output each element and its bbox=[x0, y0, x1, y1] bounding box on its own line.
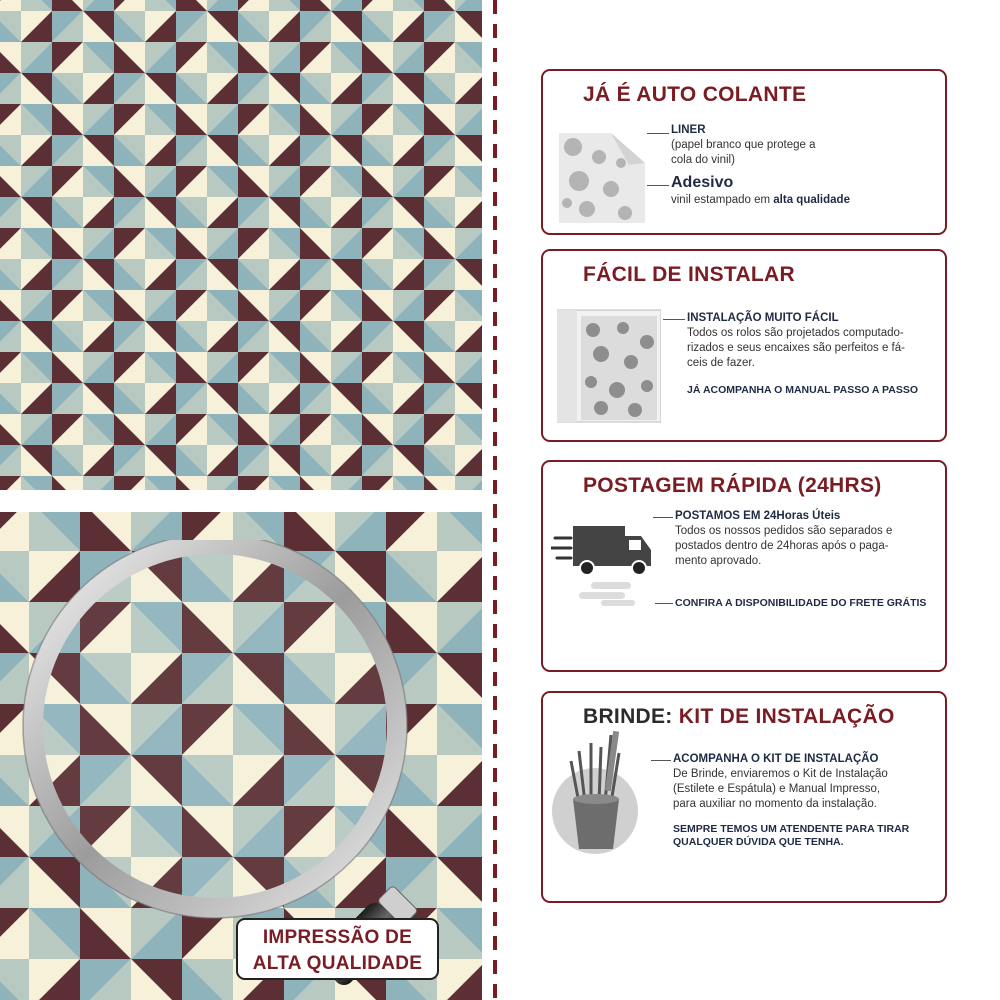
liner-pointer bbox=[647, 133, 669, 134]
dashed-divider bbox=[493, 0, 497, 1000]
installed-wall-icon bbox=[557, 308, 661, 424]
liner-label: LINER bbox=[671, 124, 706, 136]
free-shipping-pointer bbox=[655, 603, 673, 604]
support-note-2: QUALQUER DÚVIDA QUE TENHA. bbox=[673, 836, 844, 848]
support-note-1: SEMPRE TEMOS UM ATENDENTE PARA TIRAR bbox=[673, 823, 910, 835]
tile-pattern-preview bbox=[0, 0, 482, 490]
print-quality-line1: IMPRESSÃO DE bbox=[262, 927, 413, 948]
install-heading: INSTALAÇÃO MUITO FÁCIL bbox=[687, 312, 839, 324]
shipping-line-3: mento aprovado. bbox=[675, 555, 762, 567]
install-line-2: rizados e seus encaixes são perfeitos e fá- bbox=[687, 342, 905, 354]
free-shipping-note: CONFIRA A DISPONIBILIDADE DO FRETE GRÁTIS bbox=[675, 597, 927, 609]
kit-pointer bbox=[651, 760, 671, 761]
shipping-heading: POSTAMOS EM 24Horas Úteis bbox=[675, 510, 841, 522]
liner-desc-1: (papel branco que protege a bbox=[671, 139, 816, 151]
print-quality-line2: ALTA QUALIDADE bbox=[252, 953, 423, 974]
install-line-3: ceis de fazer. bbox=[687, 357, 755, 369]
tile-triangle bbox=[0, 0, 21, 11]
card-title: JÁ É AUTO COLANTE bbox=[583, 83, 807, 106]
tool-cup-icon bbox=[549, 731, 645, 857]
adesivo-desc: vinil estampado em alta qualidade bbox=[671, 194, 850, 206]
install-line-1: Todos os rolos são projetados computado- bbox=[687, 327, 904, 339]
card-title: POSTAGEM RÁPIDA (24HRS) bbox=[583, 474, 882, 497]
shipping-pointer bbox=[653, 517, 673, 518]
shipping-line-2: postados dentro de 24horas após o paga- bbox=[675, 540, 889, 552]
delivery-truck-icon bbox=[551, 520, 655, 610]
manual-note: JÁ ACOMPANHA O MANUAL PASSO A PASSO bbox=[687, 384, 919, 396]
liner-desc-2: cola do vinil) bbox=[671, 154, 735, 166]
easy-install-card bbox=[541, 249, 947, 442]
kit-heading: ACOMPANHA O KIT DE INSTALAÇÃO bbox=[673, 753, 879, 765]
adesivo-label: Adesivo bbox=[671, 174, 734, 191]
shipping-line-1: Todos os nossos pedidos são separados e bbox=[675, 525, 893, 537]
bonus-kit-card bbox=[541, 691, 947, 903]
kit-line-1: De Brinde, enviaremos o Kit de Instalação bbox=[673, 768, 888, 780]
vinyl-sheet-icon bbox=[559, 133, 645, 223]
self-adhesive-card bbox=[541, 69, 947, 235]
card-title: FÁCIL DE INSTALAR bbox=[583, 263, 795, 286]
kit-line-3: para auxiliar no momento da instalação. bbox=[673, 798, 877, 810]
print-quality-badge bbox=[236, 918, 439, 980]
fast-shipping-card bbox=[541, 460, 947, 672]
card-title: BRINDE: KIT DE INSTALAÇÃO bbox=[583, 705, 895, 728]
adesivo-pointer bbox=[647, 185, 669, 186]
install-pointer bbox=[663, 319, 685, 320]
kit-line-2: (Estilete e Espátula) e Manual Impresso, bbox=[673, 783, 881, 795]
